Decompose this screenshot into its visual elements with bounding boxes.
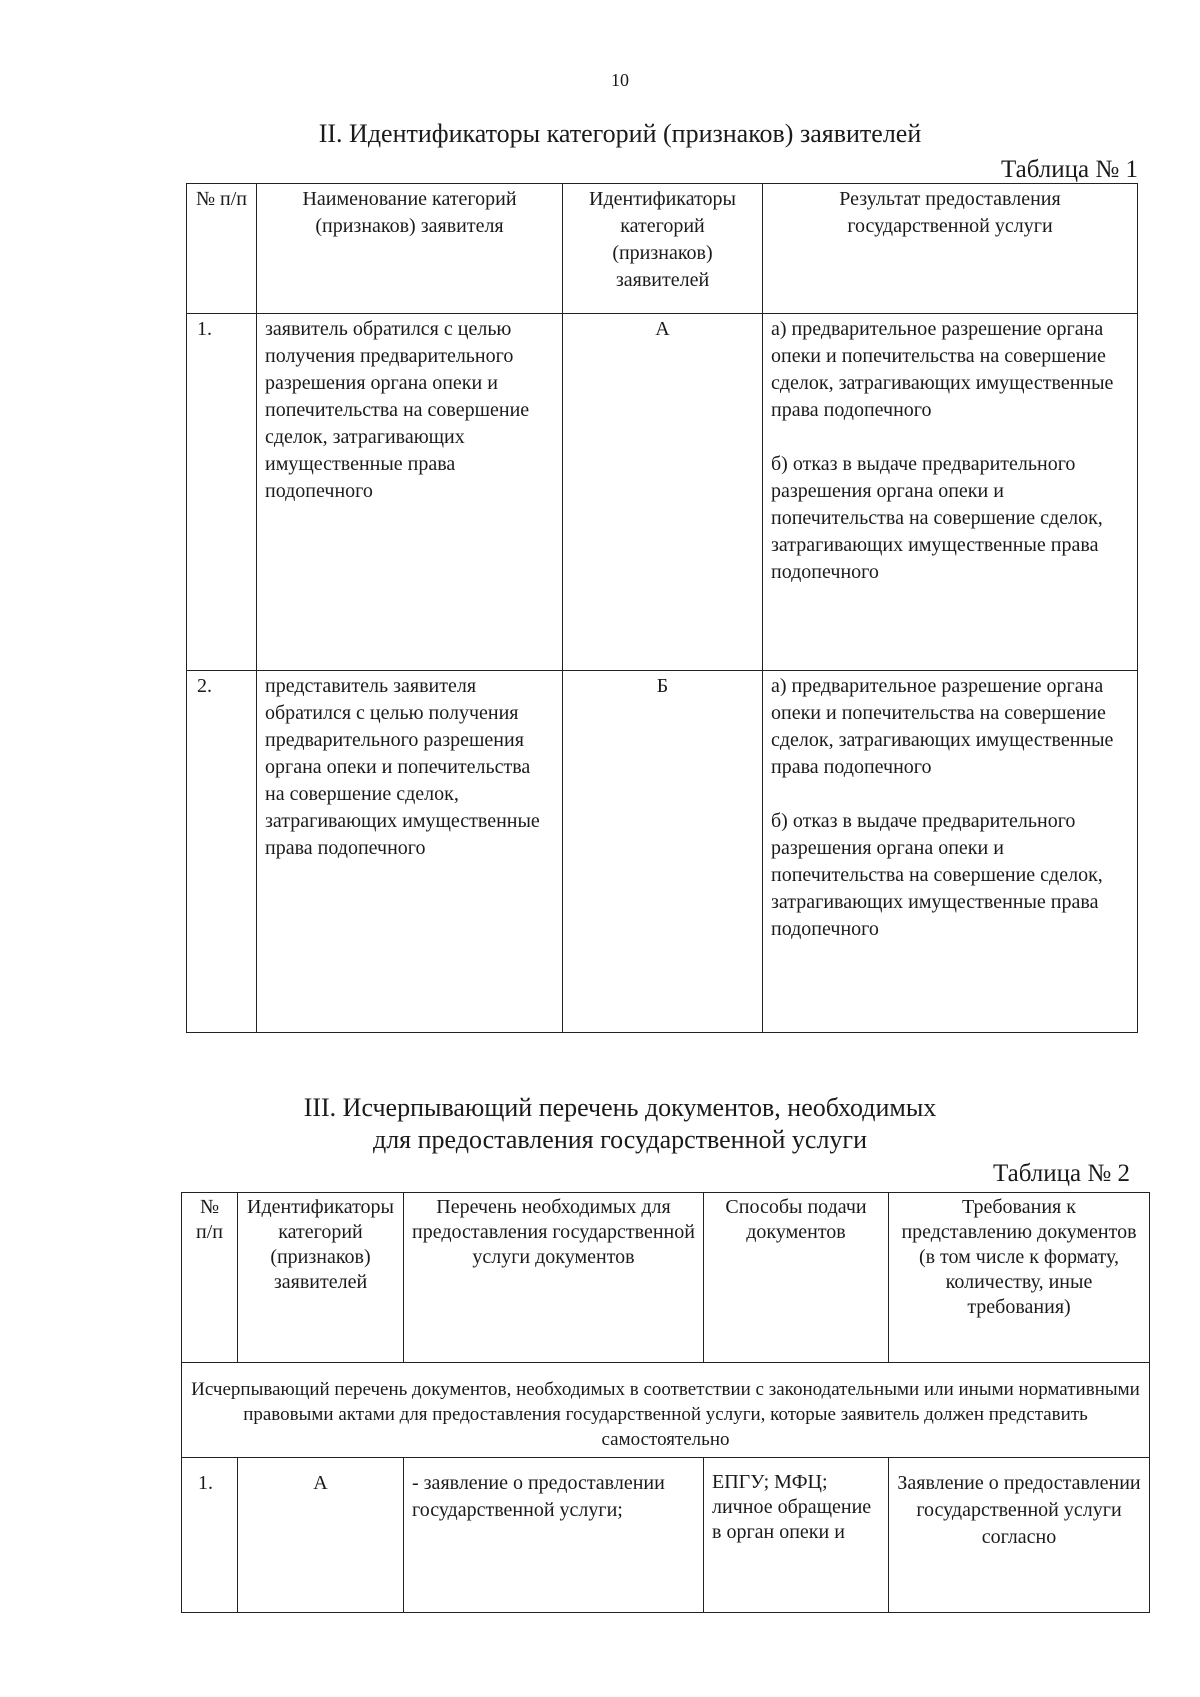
- header-cell-submission-ways: Способы подачи документов: [704, 1193, 889, 1363]
- cell-category-name: представитель заявителя обратился с целью получения предварительного разрешения органа опеки и попечительства на совершение сделок, затрагивающих имущественные права подопечного: [257, 671, 563, 1033]
- table-row: [182, 1458, 1150, 1613]
- page-number: 10: [611, 70, 629, 90]
- cell-num: 2.: [187, 671, 257, 1033]
- table-label-1: Таблица № 1: [1000, 156, 1138, 183]
- cell-identifier: А: [238, 1458, 404, 1613]
- table-span-row: [182, 1363, 1150, 1458]
- table-required-documents: [181, 1192, 1150, 1613]
- span-row-text: Исчерпывающий перечень документов, необходимых в соответствии с законодательными или иными нормативными правовыми актами для предоставления государственной услуги, которые заявитель должен представить самостоятельно: [182, 1363, 1150, 1458]
- cell-result: [763, 671, 1138, 1033]
- section-title-identifiers: II. Идентификаторы категорий (признаков) заявителей: [318, 119, 922, 148]
- cell-submission-ways: ЕПГУ; МФЦ; личное обращение в орган опеки и: [704, 1458, 889, 1613]
- result-option-a: а) предварительное разрешение органа опеки и попечительства на совершение сделок, затрагивающих имущественные права подопечного: [771, 318, 1114, 421]
- header-cell-identifiers: Идентификаторы категорий (признаков) заявителей: [563, 184, 763, 314]
- cell-num: 1.: [187, 314, 257, 671]
- table-header-row: [182, 1193, 1150, 1363]
- header-cell-requirements: Требования к представлению документов (в том числе к формату, количеству, иные требования): [889, 1193, 1150, 1363]
- table-applicant-categories: [186, 183, 1138, 1033]
- section-title-line-1: III. Исчерпывающий перечень документов, необходимых: [303, 1093, 937, 1122]
- cell-identifier: Б: [563, 671, 763, 1033]
- table-label-2: Таблица № 2: [992, 1160, 1130, 1187]
- section-title-documents: [0, 1092, 1200, 1156]
- section-title-line-2: для предоставления государственной услуги: [372, 1125, 868, 1154]
- table-row: [187, 671, 1138, 1033]
- header-cell-documents-list: Перечень необходимых для предоставления государственной услуги документов: [404, 1193, 704, 1363]
- result-option-a: а) предварительное разрешение органа опеки и попечительства на совершение сделок, затрагивающих имущественные права подопечного: [771, 675, 1114, 778]
- header-cell-result: Результат предоставления государственной услуги: [763, 184, 1138, 314]
- header-cell-identifiers: Идентификаторы категорий (признаков) заявителей: [238, 1193, 404, 1363]
- result-option-b: б) отказ в выдаче предварительного разрешения органа опеки и попечительства на совершение сделок, затрагивающих имущественные права подопечного: [771, 810, 1103, 940]
- cell-document: - заявление о предоставлении государственной услуги;: [404, 1458, 704, 1613]
- result-option-b: б) отказ в выдаче предварительного разрешения органа опеки и попечительства на совершение сделок, затрагивающих имущественные права подопечного: [771, 453, 1103, 583]
- cell-requirements: Заявление о предоставлении государственной услуги согласно: [889, 1458, 1150, 1613]
- cell-category-name: заявитель обратился с целью получения предварительного разрешения органа опеки и попечительства на совершение сделок, затрагивающих имущественные права подопечного: [257, 314, 563, 671]
- cell-result: [763, 314, 1138, 671]
- header-cell-num: № п/п: [187, 184, 257, 314]
- cell-num: 1.: [182, 1458, 238, 1613]
- header-cell-num: № п/п: [182, 1193, 238, 1363]
- header-cell-category-name: Наименование категорий (признаков) заявителя: [257, 184, 563, 314]
- cell-identifier: А: [563, 314, 763, 671]
- table-header-row: [187, 184, 1138, 314]
- table-row: [187, 314, 1138, 671]
